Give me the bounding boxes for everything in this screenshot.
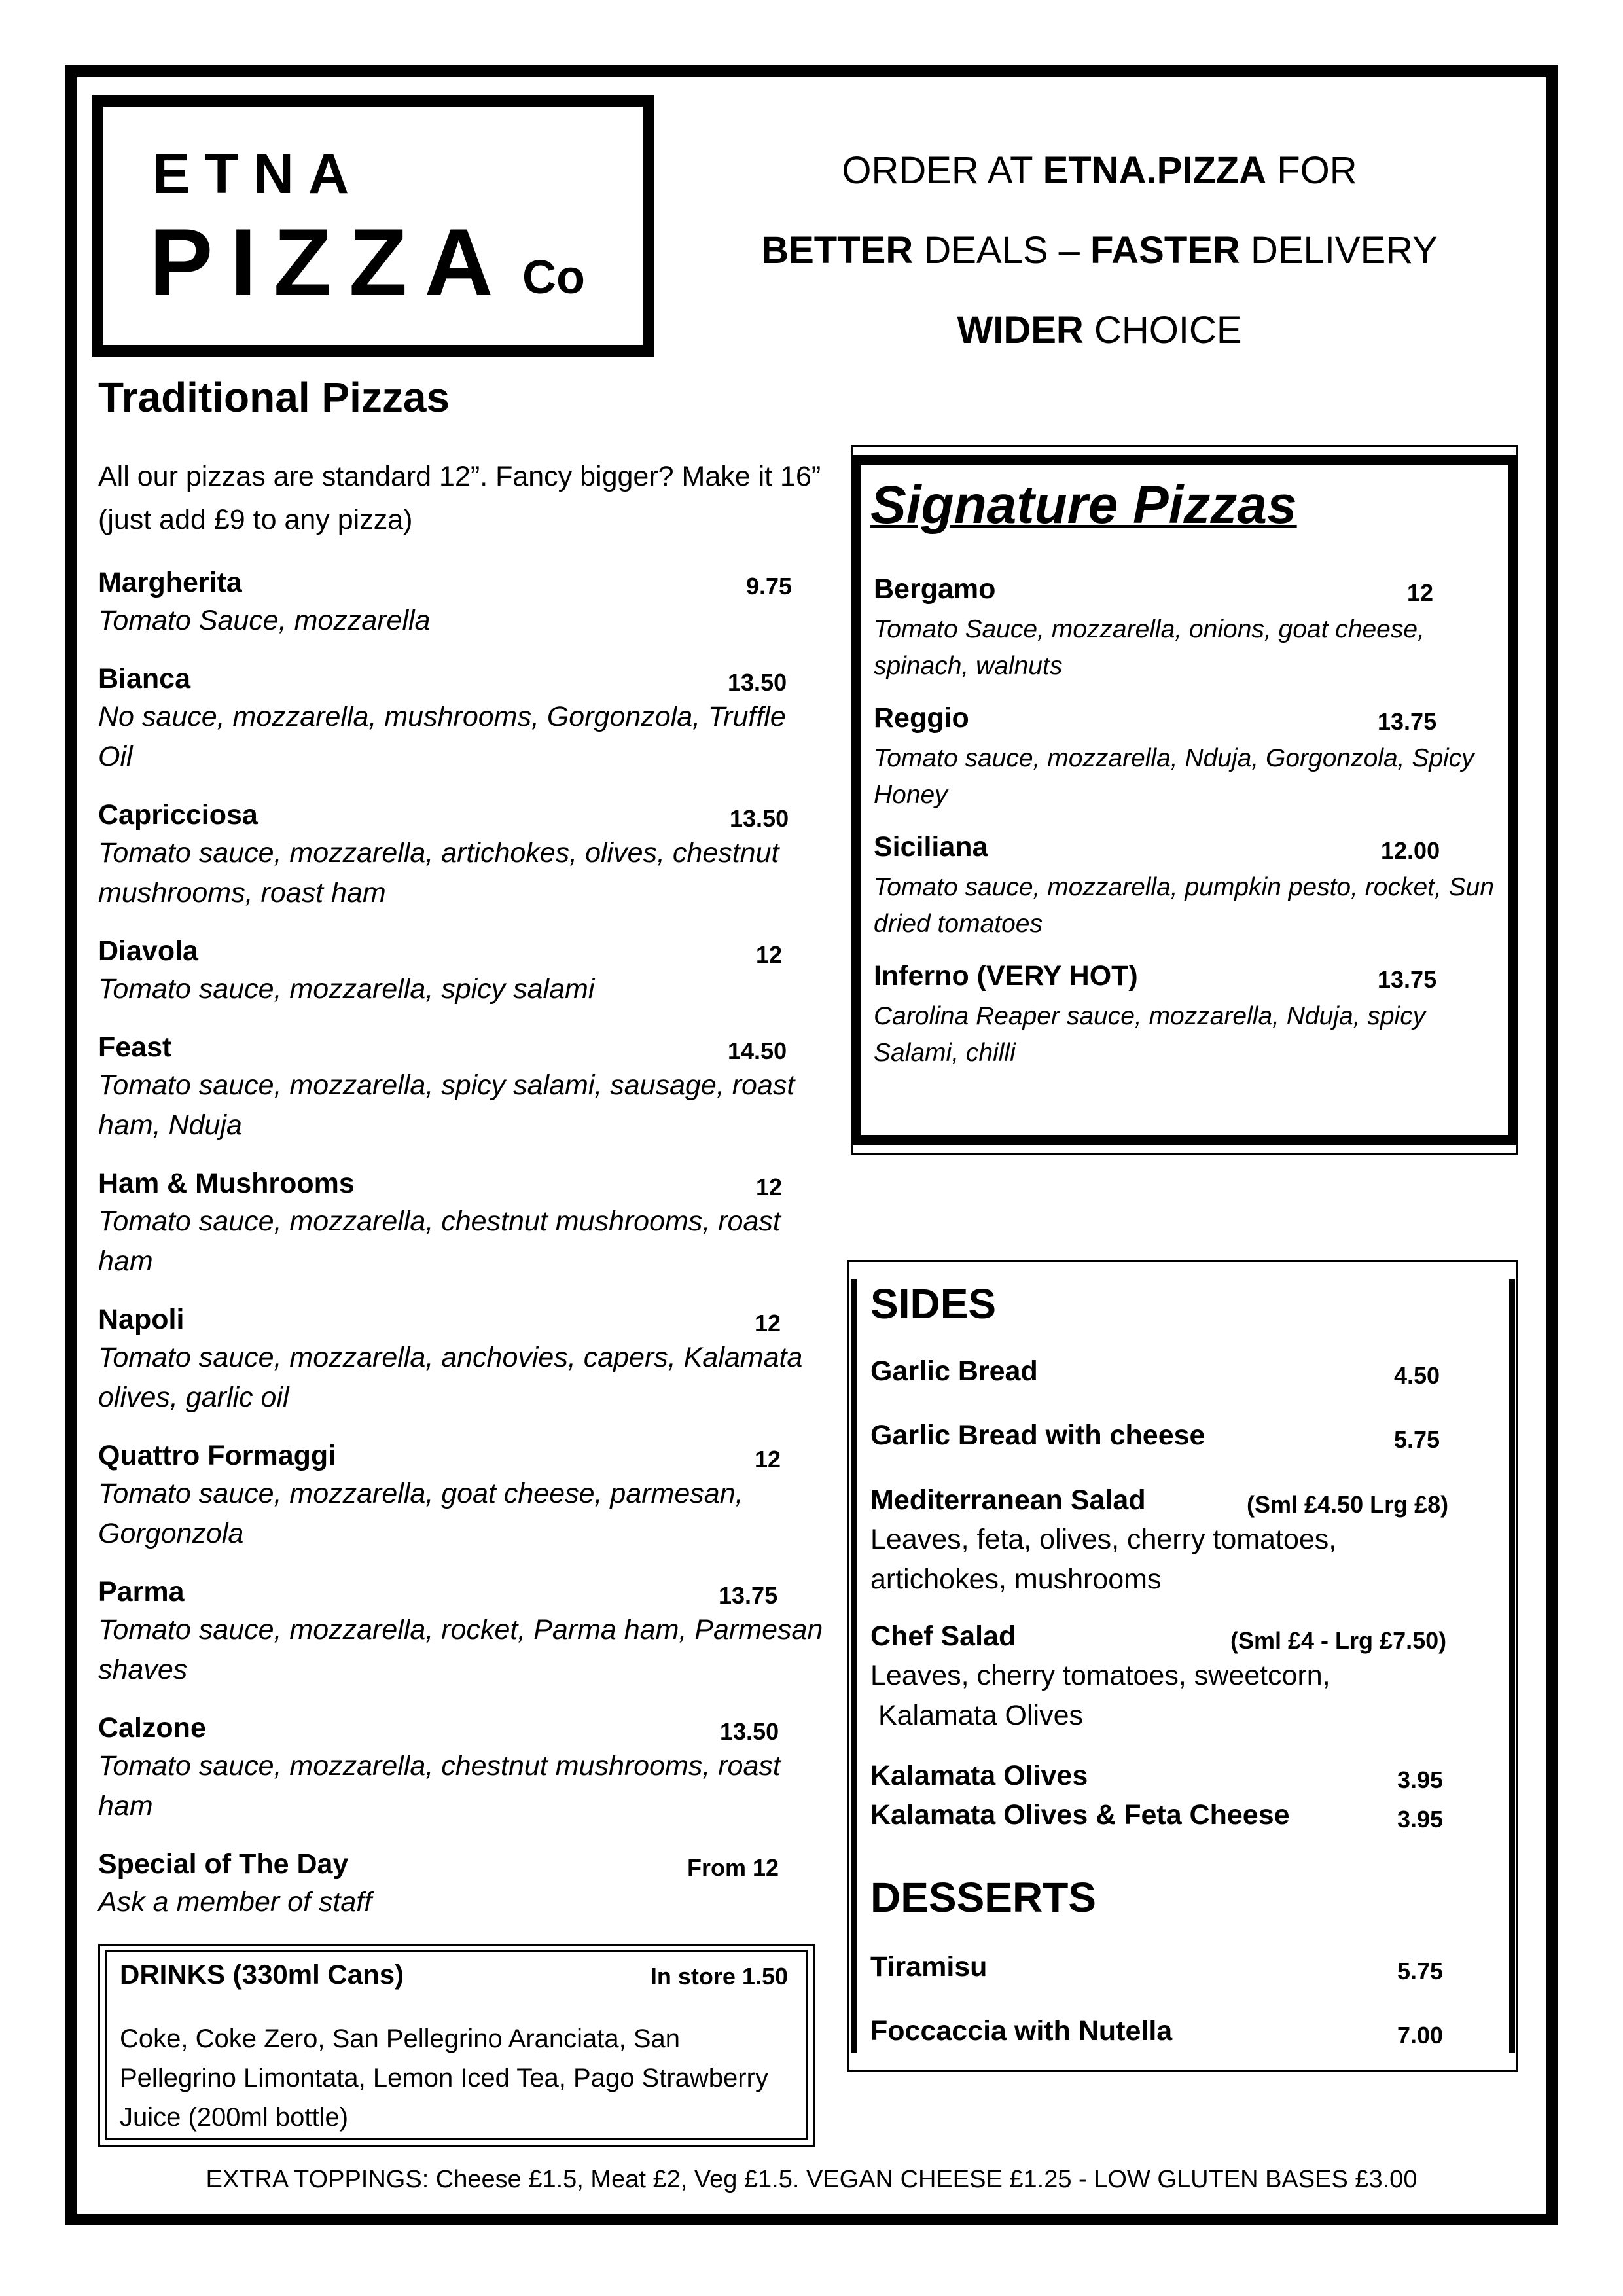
menu-item: [874, 827, 1495, 956]
item-desc: Tomato sauce, mozzarella, anchovies, capers, Kalamata olives, garlic oil: [98, 1342, 803, 1413]
item-desc: Tomato sauce, mozzarella, spicy salami: [98, 973, 595, 1005]
drinks-title: DRINKS (330ml Cans): [120, 1959, 404, 1990]
item-desc: Tomato Sauce, mozzarella: [98, 605, 431, 636]
item-desc: Tomato sauce, mozzarella, goat cheese, parmesan, Gorgonzola: [98, 1478, 743, 1549]
item-price: 12: [756, 941, 783, 968]
item-desc: Ask a member of staff: [98, 1886, 372, 1918]
side-name: Chef Salad: [870, 1621, 1016, 1652]
traditional-intro: All our pizzas are standard 12”. Fancy bigger? Make it 16” (just add £9 to any pizza): [98, 461, 821, 535]
item-name: Reggio: [874, 702, 969, 734]
item-price: 13.75: [719, 1582, 778, 1609]
item-name: Quattro Formaggi: [98, 1440, 336, 1471]
side-price: (Sml £4.50 Lrg £8): [1247, 1491, 1449, 1518]
drinks-price: In store 1.50: [650, 1963, 788, 1990]
menu-item: [98, 1572, 825, 1708]
item-price: 13.50: [720, 1718, 779, 1745]
item-desc: Tomato sauce, mozzarella, spicy salami, sausage, roast ham, Nduja: [98, 1069, 795, 1141]
side-price: 3.95: [1397, 1767, 1444, 1793]
item-name: Margherita: [98, 567, 242, 598]
item-desc: Carolina Reaper sauce, mozzarella, Nduja, spicy Salami, chilli: [874, 1002, 1426, 1067]
traditional-title: Traditional Pizzas: [98, 374, 450, 421]
menu-item: [98, 1300, 825, 1436]
item-name: Napoli: [98, 1304, 185, 1335]
side-desc: Leaves, cherry tomatoes, sweetcorn, Kalamata Olives: [870, 1660, 1330, 1731]
item-name: Feast: [98, 1031, 172, 1063]
side-price: 5.75: [1394, 1426, 1440, 1453]
menu-item: [98, 659, 825, 795]
signature-list: [874, 569, 1495, 1085]
item-price: 12.00: [1381, 837, 1440, 864]
item-desc: No sauce, mozzarella, mushrooms, Gorgonzola, Truffle Oil: [98, 701, 786, 772]
item-name: Diavola: [98, 935, 198, 967]
item-price: From 12: [687, 1854, 779, 1881]
menu-item: [874, 698, 1495, 827]
menu-item: [98, 931, 825, 1028]
dessert-price: 5.75: [1397, 1958, 1444, 1984]
item-desc: Tomato sauce, mozzarella, Nduja, Gorgonzola, Spicy Honey: [874, 744, 1474, 809]
menu-item: [98, 1028, 825, 1164]
item-desc: Tomato sauce, mozzarella, pumpkin pesto, rocket, Sun dried tomatoes: [874, 873, 1495, 938]
order-line-3: WIDER CHOICE: [957, 309, 1242, 351]
logo-co: Co: [522, 251, 585, 304]
item-name: Bianca: [98, 663, 191, 694]
menu-item: [98, 563, 825, 659]
side-price: 3.95: [1397, 1806, 1444, 1833]
item-name: Bergamo: [874, 573, 996, 605]
side-name: Garlic Bread: [870, 1355, 1038, 1387]
item-price: 14.50: [728, 1037, 787, 1064]
signature-title: Signature Pizzas: [870, 475, 1297, 535]
item-price: 9.75: [746, 573, 793, 600]
menu-item: [98, 795, 825, 931]
order-line-1: ORDER AT ETNA.PIZZA FOR: [842, 149, 1357, 192]
item-name: Calzone: [98, 1712, 206, 1744]
logo-etna: ETNA: [152, 143, 364, 206]
item-price: 13.75: [1378, 966, 1437, 993]
item-price: 13.50: [730, 805, 789, 832]
item-price: 12: [756, 1174, 783, 1200]
item-desc: Tomato sauce, mozzarella, artichokes, olives, chestnut mushrooms, roast ham: [98, 837, 779, 908]
item-name: Special of The Day: [98, 1848, 349, 1880]
order-banner: [753, 131, 1446, 370]
dessert-price: 7.00: [1397, 2022, 1444, 2049]
item-price: 12: [755, 1310, 781, 1336]
side-name: Mediterranean Salad: [870, 1484, 1146, 1516]
side-desc: Leaves, feta, olives, cherry tomatoes, artichokes, mushrooms: [870, 1524, 1337, 1595]
item-desc: Tomato sauce, mozzarella, chestnut mushrooms, roast ham: [98, 1206, 781, 1277]
item-price: 13.50: [728, 669, 787, 696]
side-name: Garlic Bread with cheese: [870, 1420, 1205, 1451]
menu-item: [98, 1708, 825, 1844]
side-price: 4.50: [1394, 1362, 1440, 1389]
item-price: 12: [1407, 579, 1434, 606]
item-price: 12: [755, 1446, 781, 1473]
item-price: 13.75: [1378, 708, 1437, 735]
menu-item: [98, 1844, 825, 1941]
dessert-name: Tiramisu: [870, 1951, 988, 1982]
drinks-box: [98, 1944, 815, 2147]
side-name: Kalamata Olives & Feta Cheese: [870, 1799, 1290, 1831]
logo-pizza: PIZZA: [149, 209, 510, 315]
item-name: Capricciosa: [98, 799, 258, 831]
desserts-title: DESSERTS: [870, 1874, 1096, 1921]
menu-item: [98, 1436, 825, 1572]
order-line-2: BETTER DEALS – FASTER DELIVERY: [761, 229, 1438, 272]
item-name: Parma: [98, 1576, 185, 1607]
extra-toppings: EXTRA TOPPINGS: Cheese £1.5, Meat £2, Veg £1.5. VEGAN CHEESE £1.25 - LOW GLUTEN BASES £3.00: [205, 2166, 1418, 2193]
item-name: Ham & Mushrooms: [98, 1168, 355, 1199]
brand-logo: [92, 95, 654, 357]
traditional-list: [98, 563, 825, 1941]
menu-item: [874, 956, 1495, 1085]
item-desc: Tomato Sauce, mozzarella, onions, goat cheese, spinach, walnuts: [874, 615, 1425, 680]
dessert-name: Foccaccia with Nutella: [870, 2015, 1173, 2047]
drinks-desc: Coke, Coke Zero, San Pellegrino Aranciata, San Pellegrino Limontata, Lemon Iced Tea, Pago Strawberry Juice (200ml bottle): [120, 2024, 768, 2132]
menu-item: [874, 569, 1495, 698]
side-price: (Sml £4 - Lrg £7.50): [1230, 1627, 1447, 1654]
item-name: Siciliana: [874, 831, 988, 863]
item-name: Inferno (VERY HOT): [874, 960, 1138, 992]
side-name: Kalamata Olives: [870, 1760, 1088, 1791]
sides-title: SIDES: [870, 1280, 997, 1327]
item-desc: Tomato sauce, mozzarella, chestnut mushrooms, roast ham: [98, 1750, 781, 1821]
item-desc: Tomato sauce, mozzarella, rocket, Parma ham, Parmesan shaves: [98, 1614, 823, 1685]
menu-item: [98, 1164, 825, 1300]
